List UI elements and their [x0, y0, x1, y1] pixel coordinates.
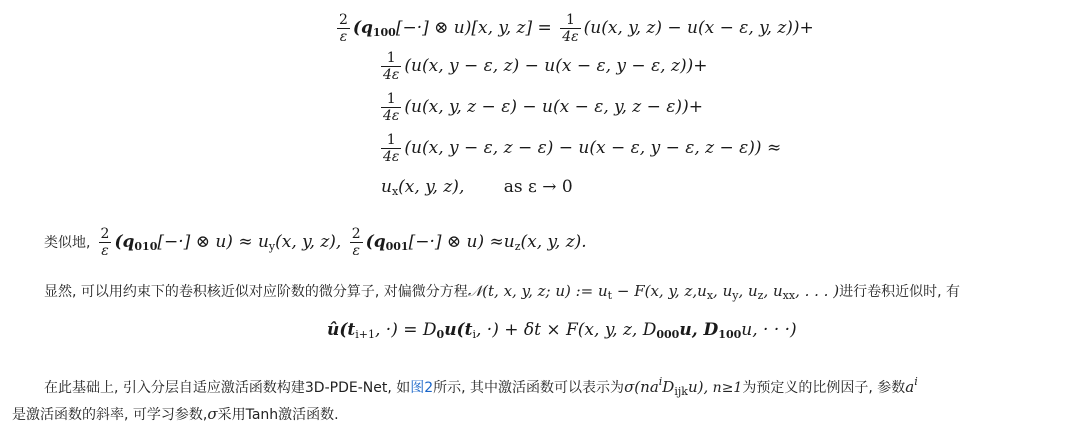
fraction: $\frac{1}{4\varepsilon}$: [562, 12, 579, 45]
fraction: $\frac{2}{\varepsilon}$: [339, 12, 348, 45]
paragraph-obviously: 显然, 可以用约束下的卷积核近似对应阶数的微分算子, 对偏微分方程𝒩(t, x, y, z; u) := $u_t - F(x$, y, $z,u_x$, $u_y$, $u_z$, $u_{xx}$, . . . )进行卷积近似时, 有: [44, 282, 960, 302]
fraction: $\frac{1}{4\varepsilon}$: [383, 91, 400, 124]
equation-line-1: $\frac{2}{\varepsilon}$ ($q_{100}[-\cdot]$ ⊗ u)[x, y, z] = $\frac{1}{4\varepsilon}$ (u(x, y, z) − u(x − ε, y, z))+: [339, 12, 814, 45]
fraction: $\frac{2}{\varepsilon}$: [351, 226, 361, 259]
fraction: $\frac{2}{\varepsilon}$: [100, 226, 110, 259]
paragraph-activation: 在此基础上, 引入分层自适应激活函数构建3D-PDE-Net, 如图2所示, 其中激活函数可以表示为$\sigma(na^iD_{ijk}u)$, n≥1为预定义的比例因子, 参数$a^i$: [44, 375, 918, 398]
paragraph-activation-line2: 是激活函数的斜率, 可学习参数,σ采用Tanh激活函数.: [12, 405, 339, 423]
paragraph-similarly: 类似地, $\frac{2}{\varepsilon}$ ($q_{010}[-\cdot]$ ⊗ $u) \approx u_y(x$, y, z), $\frac{2}{\varepsilon}$ ($q_{001}[-\cdot]$ ⊗ $u) \approx u_z(x$, y, z).: [44, 226, 587, 259]
equation-line-5: $u_x(x$, y, z), as ε → 0: [381, 177, 573, 198]
equation-line-4: $\frac{1}{4\varepsilon}$ (u(x, y − ε, z − ε) − u(x − ε, y − ε, z − ε)) ≈: [383, 132, 782, 165]
equation-update: $û(t_{i+1}$, ·) = $D_0u(t_i$, ·) + δt × F(x, y, z, $D_{000}u$, $D_{100}u$, · · ·): [327, 320, 797, 341]
equation-line-3: $\frac{1}{4\varepsilon}$ (u(x, y, z − ε) − u(x − ε, y, z − ε))+: [383, 91, 703, 124]
fraction: $\frac{1}{4\varepsilon}$: [383, 50, 400, 83]
figure-link[interactable]: 图2: [410, 380, 434, 396]
fraction: $\frac{1}{4\varepsilon}$: [383, 132, 400, 165]
equation-line-2: $\frac{1}{4\varepsilon}$ (u(x, y − ε, z) − u(x − ε, y − ε, z))+: [383, 50, 708, 83]
